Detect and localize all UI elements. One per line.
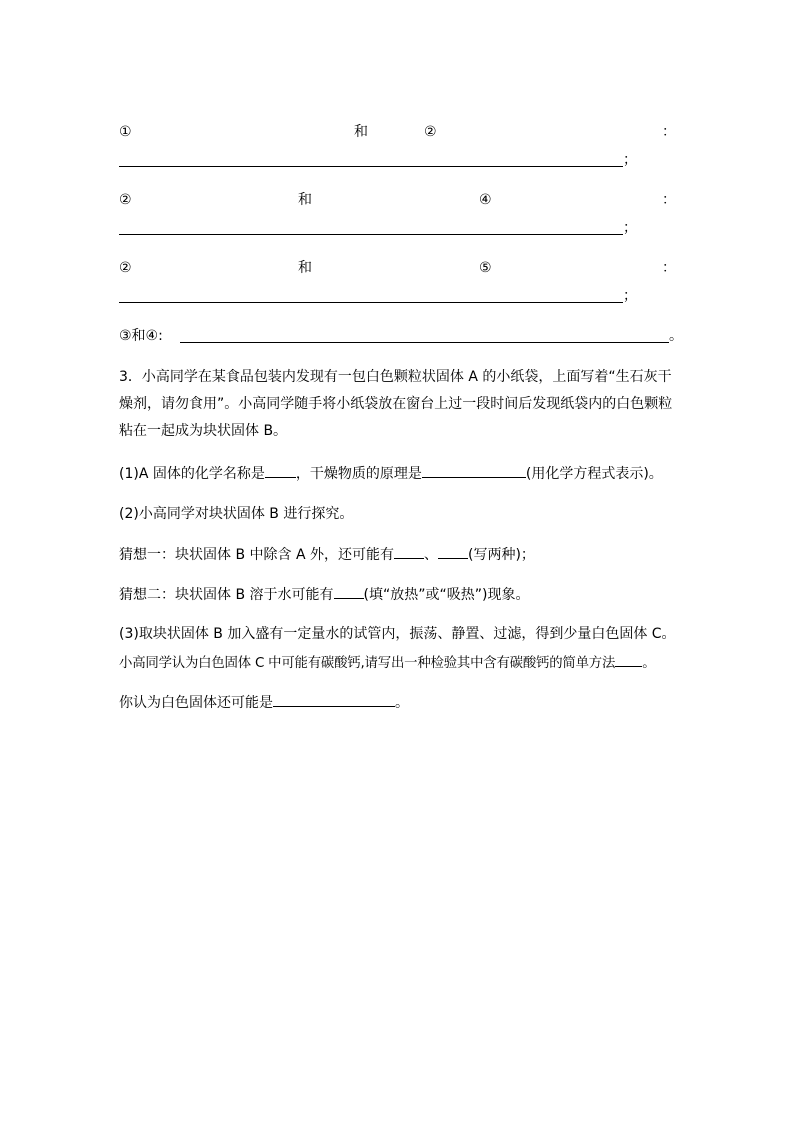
guess1-blank-2[interactable] bbox=[438, 543, 468, 559]
part1-text-c: (用化学方程式表示)。 bbox=[525, 466, 663, 482]
pair3-colon: ： bbox=[662, 260, 676, 276]
pair3-right-label: ⑤ bbox=[479, 260, 492, 276]
guess2-line bbox=[119, 583, 529, 605]
part3-blank-method[interactable] bbox=[615, 651, 642, 667]
part1-text-b: ，干燥物质的原理是 bbox=[295, 466, 422, 482]
pair3-and-label: 和 bbox=[298, 260, 312, 276]
pair2-colon: ： bbox=[662, 192, 676, 208]
pair2-answer-line[interactable] bbox=[119, 234, 623, 235]
part1-blank-name[interactable] bbox=[265, 462, 296, 478]
pair4-label: ③和④: bbox=[119, 328, 163, 344]
final-text-a: 你认为白色固体还可能是 bbox=[119, 695, 273, 711]
guess1-text-b: 、 bbox=[423, 547, 438, 563]
pair1-answer-line[interactable] bbox=[119, 166, 623, 167]
final-text-b: 。 bbox=[395, 695, 409, 711]
question3-part3-line1: (3)取块状固体 B 加入盛有一定量水的试管内，振荡、静置、过滤，得到少量白色固体 C。 bbox=[119, 626, 676, 642]
guess1-text-a: 猜想一：块状固体 B 中除含 A 外，还可能有 bbox=[119, 547, 394, 563]
final-line bbox=[119, 691, 409, 713]
pair2-end-mark: ； bbox=[623, 220, 637, 236]
pair1-right-label: ② bbox=[424, 124, 437, 140]
guess1-blank-1[interactable] bbox=[394, 543, 424, 559]
part3-text-a: 小高同学认为白色固体 C 中可能有碳酸钙,请写出一种检验其中含有碳酸钙的简单方法 bbox=[119, 656, 616, 671]
question3-part3-line2 bbox=[119, 651, 655, 674]
pair2-left-label: ② bbox=[119, 192, 132, 208]
pair1-left-label: ① bbox=[119, 124, 132, 140]
question3-part1 bbox=[119, 462, 663, 484]
pair1-colon: ： bbox=[662, 124, 676, 140]
guess1-text-c: (写两种)； bbox=[467, 547, 535, 563]
pair1-end-mark: ； bbox=[623, 152, 637, 168]
pair2-and-label: 和 bbox=[298, 192, 312, 208]
pair3-answer-line[interactable] bbox=[119, 302, 623, 303]
guess2-text-a: 猜想二：块状固体 B 溶于水可能有 bbox=[119, 587, 334, 603]
part1-blank-equation[interactable] bbox=[422, 462, 526, 478]
part1-text-a: (1)A 固体的化学名称是 bbox=[119, 466, 265, 482]
pair4-end-mark: 。 bbox=[669, 328, 683, 344]
question3-intro-line1: 3．小高同学在某食品包装内发现有一包白色颗粒状固体 A 的小纸袋，上面写着“生石灰干 bbox=[119, 369, 672, 385]
guess2-blank[interactable] bbox=[334, 583, 364, 599]
guess2-text-b: (填“放热”或“吸热”)现象。 bbox=[363, 587, 530, 603]
question3-intro-line2: 燥剂，请勿食用”。小高同学随手将小纸袋放在窗台上过一段时间后发现纸袋内的白色颗粒 bbox=[119, 396, 673, 412]
question3-part2: (2)小高同学对块状固体 B 进行探究。 bbox=[119, 506, 354, 522]
pair3-left-label: ② bbox=[119, 260, 132, 276]
pair1-and-label: 和 bbox=[354, 124, 368, 140]
final-blank[interactable] bbox=[273, 691, 395, 707]
guess1-line bbox=[119, 543, 535, 565]
pair2-right-label: ④ bbox=[479, 192, 492, 208]
pair3-end-mark: ； bbox=[623, 288, 637, 304]
part3-text-b: 。 bbox=[642, 656, 656, 671]
question3-intro-line3: 粘在一起成为块状固体 B。 bbox=[119, 423, 288, 439]
question3-intro bbox=[119, 364, 681, 445]
pair4-answer-line[interactable] bbox=[180, 342, 669, 343]
